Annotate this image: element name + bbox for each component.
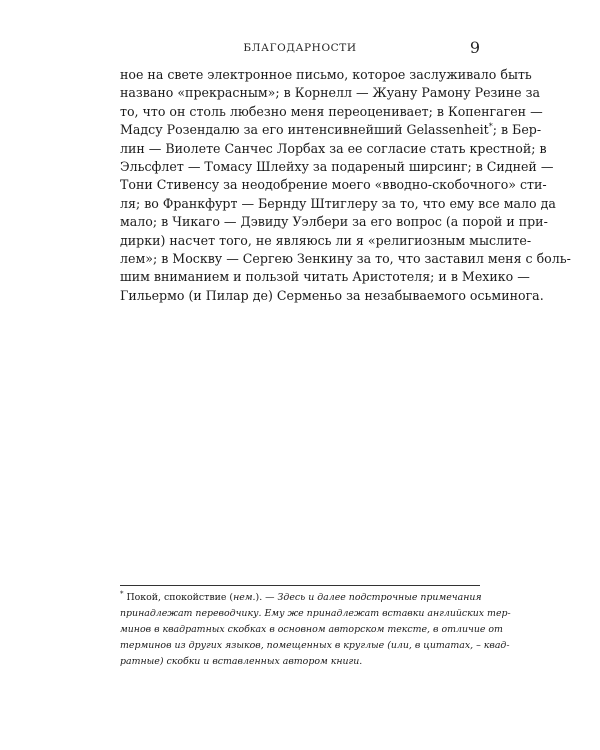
text-line: Эльсфлет — Томасу Шлейху за подареный ширсинг; в Сидней — [120,158,554,174]
text-line-head: Мадсу Розендалю за его интенсивнейший Gelassenheit [120,122,489,138]
text-line-with-footnote-ref [120,121,542,139]
footnote-line [120,606,511,622]
text-line: лин — Виолете Санчес Лорбах за ее согласие стать крестной; в [120,140,547,156]
footnote-text: ). — [255,592,278,603]
text-line: то, что он столь любезно меня переоценивает; в Копенгаген — [120,103,543,119]
main-text [120,66,571,305]
text-line: ное на свете электронное письмо, которое заслуживало быть [120,67,532,82]
footnote-text-italic: минов в квадратных скобках в основном авторском тексте, в отличие от [120,624,503,635]
footnote-text-italic: принадлежат переводчику. Ему же принадлежат вставки английских тер- [120,608,511,619]
running-head [120,40,480,60]
footnote-reference[interactable]: * [488,121,493,131]
footnote-language-abbr: нем. [233,592,256,603]
text-line: лем»; в Москву — Сергею Зенкину за то, что заставил меня с боль- [120,250,571,266]
footnote-line [120,638,510,654]
footnote-divider [120,585,480,586]
footnote [120,589,511,670]
text-line: шим вниманием и пользой читать Аристотеля; и в Мехико — [120,269,530,285]
footnote-line [120,654,480,670]
footnote-text-italic: Здесь и далее подстрочные примечания [277,592,482,603]
text-line-tail: ; в Бер- [492,122,542,138]
running-title: БЛАГОДАРНОСТИ [243,42,357,54]
text-line: Гильермо (и Пилар де) Серменьо за незабываемого осьминога. [120,287,544,303]
text-line: дирки) насчет того, не являюсь ли я «религиозным мыслите- [120,232,532,248]
footnote-mark: * [120,589,124,598]
footnote-text-italic: терминов из других языков, помещенных в круглые (или, в цитатах, – квад- [120,640,510,651]
text-line: мало; в Чикаго — Дэвиду Уэлбери за его вопрос (а порой и при- [120,214,548,230]
footnote-line [120,590,480,606]
footnote-text: Покой, спокойствие ( [123,592,234,603]
text-line: ля; во Франкфурт — Бернду Штиглеру за то, что ему все мало да [120,195,556,211]
text-line: названо «прекрасным»; в Корнелл — Жуану Рамону Резине за [120,85,541,101]
footnote-line [120,622,503,638]
footnote-text-italic: ратные) скобки и вставленных автором книги. [120,656,363,667]
page-number: 9 [469,38,480,57]
text-line: Тони Стивенсу за неодобрение моего «вводно-скобочного» сти- [120,177,547,193]
